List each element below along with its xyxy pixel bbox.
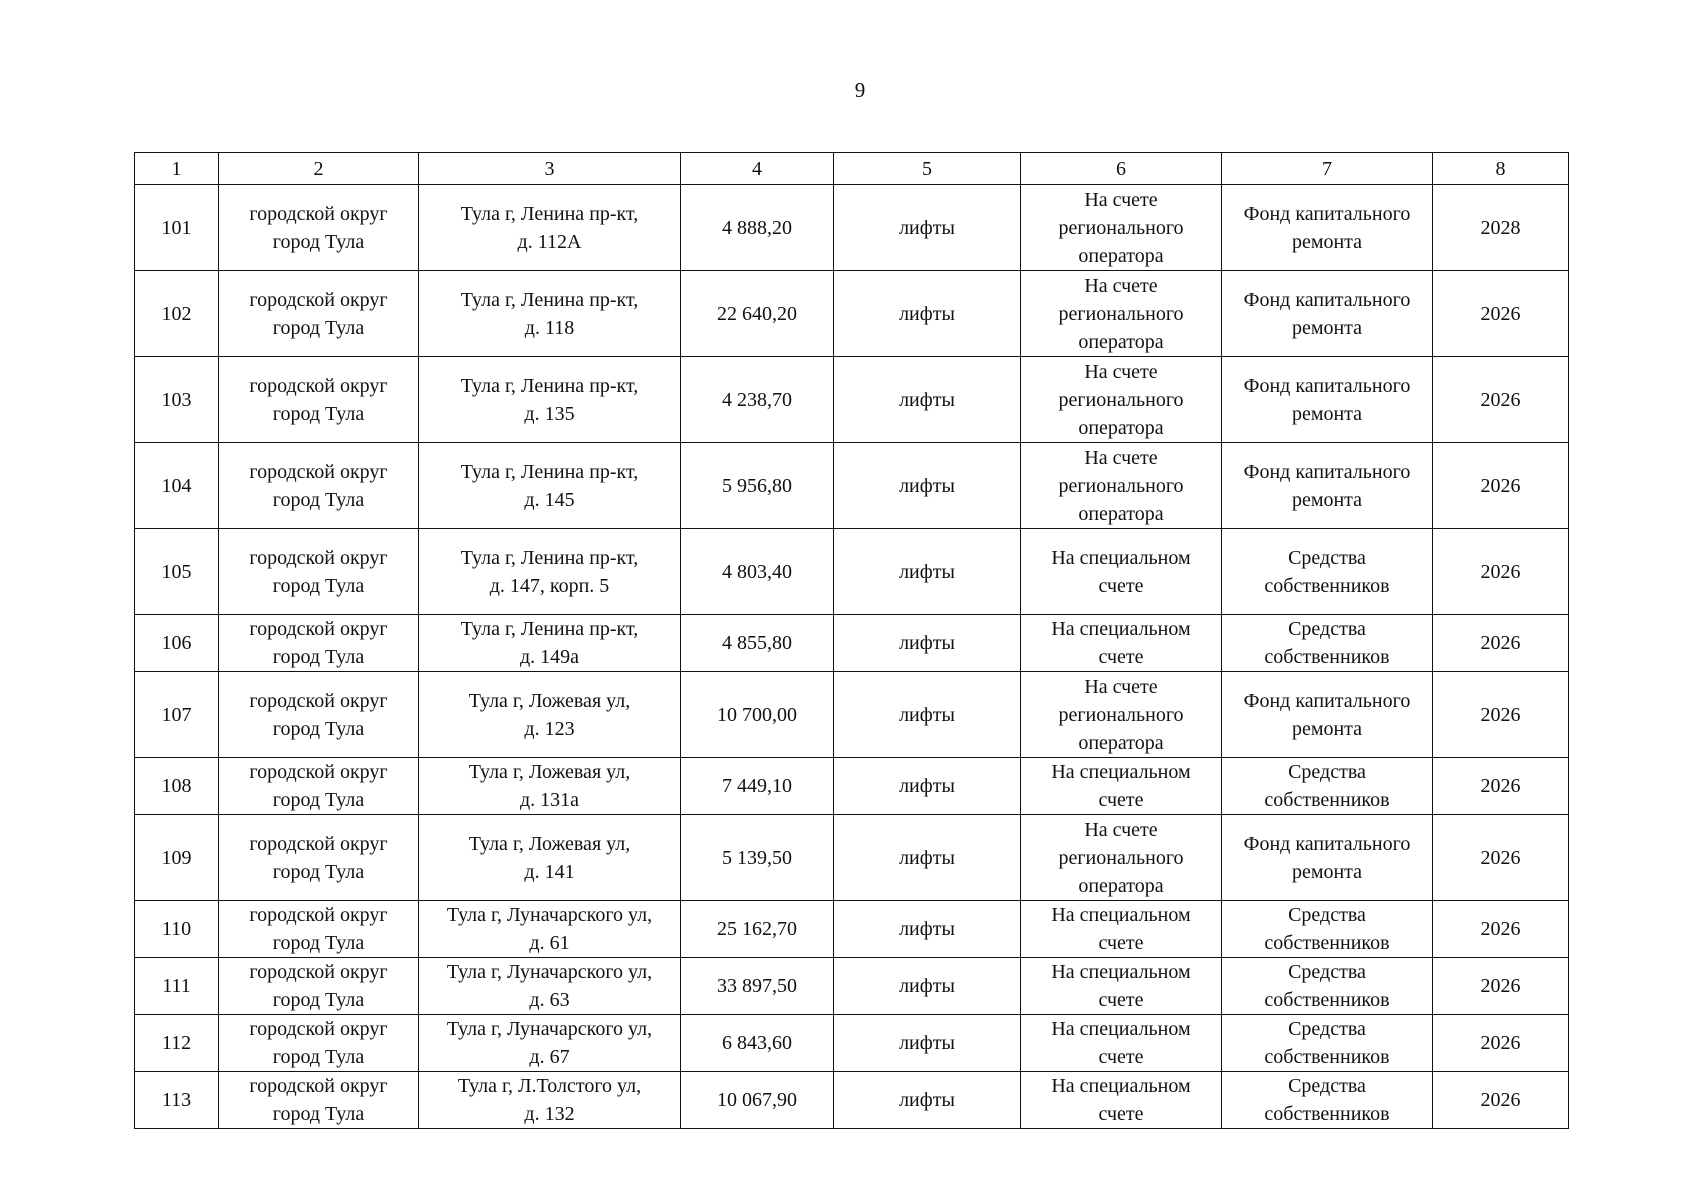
municipality-cell xyxy=(219,1015,419,1072)
cell-line: счете xyxy=(1098,574,1144,597)
cell-line: д. 112А xyxy=(517,230,582,253)
row-number-cell: 107 xyxy=(135,672,219,758)
cell-line: д. 135 xyxy=(524,402,575,425)
address-cell xyxy=(419,1072,681,1129)
cell-line: город Тула xyxy=(272,932,365,954)
work-type-cell: лифты xyxy=(834,1072,1021,1129)
work-type-cell: лифты xyxy=(834,958,1021,1015)
cell-line: собственников xyxy=(1264,1046,1390,1068)
table-row xyxy=(135,901,1569,958)
area-cell: 10 067,90 xyxy=(681,1072,834,1129)
table-row xyxy=(135,615,1569,672)
cell-line: Средства xyxy=(1288,546,1366,569)
cell-line: счете xyxy=(1098,989,1144,1011)
municipality-cell xyxy=(219,958,419,1015)
cell-line: город Тула xyxy=(272,488,365,511)
funding-source-cell xyxy=(1222,185,1433,271)
cell-line: Средства xyxy=(1288,761,1366,783)
work-type-cell: лифты xyxy=(834,815,1021,901)
cell-line: Тула г, Ленина пр-кт, xyxy=(460,546,639,569)
row-number-cell: 104 xyxy=(135,443,219,529)
cell-line: город Тула xyxy=(272,646,365,668)
cell-line: город Тула xyxy=(272,717,365,740)
cell-line: город Тула xyxy=(272,1046,365,1068)
address-cell xyxy=(419,443,681,529)
cell-line: Тула г, Ложевая ул, xyxy=(468,689,631,712)
cell-line: д. 123 xyxy=(524,717,575,740)
address-cell xyxy=(419,672,681,758)
year-cell: 2026 xyxy=(1433,443,1569,529)
column-header: 5 xyxy=(834,153,1021,185)
year-cell: 2026 xyxy=(1433,758,1569,815)
year-cell: 2026 xyxy=(1433,1072,1569,1129)
address-cell xyxy=(419,958,681,1015)
cell-line: На счете xyxy=(1084,188,1158,211)
funding-source-cell xyxy=(1222,615,1433,672)
cell-line: Фонд капитального xyxy=(1243,374,1411,397)
funding-source-cell xyxy=(1222,1015,1433,1072)
municipality-cell xyxy=(219,357,419,443)
cell-line: На специальном xyxy=(1051,1018,1191,1040)
cell-line: На специальном xyxy=(1051,761,1191,783)
cell-line: Тула г, Ложевая ул, xyxy=(468,761,631,783)
account-method-cell xyxy=(1021,529,1222,615)
cell-line: Тула г, Ленина пр-кт, xyxy=(460,288,639,311)
cell-line: собственников xyxy=(1264,1103,1390,1125)
column-header: 1 xyxy=(135,153,219,185)
cell-line: город Тула xyxy=(272,860,365,883)
cell-line: регионального xyxy=(1058,703,1184,726)
cell-line: регионального xyxy=(1058,388,1184,411)
cell-line: оператора xyxy=(1078,330,1164,353)
municipality-cell xyxy=(219,271,419,357)
cell-line: собственников xyxy=(1264,574,1390,597)
area-cell: 7 449,10 xyxy=(681,758,834,815)
cell-line: На специальном xyxy=(1051,618,1191,640)
table-row xyxy=(135,958,1569,1015)
cell-line: город Тула xyxy=(272,1103,365,1125)
year-cell: 2026 xyxy=(1433,615,1569,672)
municipality-cell xyxy=(219,672,419,758)
cell-line: д. 67 xyxy=(529,1046,570,1068)
municipality-cell xyxy=(219,615,419,672)
cell-line: городской округ xyxy=(249,460,388,483)
cell-line: регионального xyxy=(1058,474,1184,497)
address-cell xyxy=(419,758,681,815)
area-cell: 4 238,70 xyxy=(681,357,834,443)
cell-line: ремонта xyxy=(1291,402,1363,425)
cell-line: ремонта xyxy=(1291,860,1363,883)
column-header: 3 xyxy=(419,153,681,185)
address-cell xyxy=(419,271,681,357)
funding-source-cell xyxy=(1222,958,1433,1015)
account-method-cell xyxy=(1021,815,1222,901)
cell-line: Средства xyxy=(1288,904,1366,926)
year-cell: 2026 xyxy=(1433,357,1569,443)
cell-line: д. 132 xyxy=(524,1103,575,1125)
area-cell: 5 956,80 xyxy=(681,443,834,529)
table-row xyxy=(135,185,1569,271)
work-type-cell: лифты xyxy=(834,1015,1021,1072)
municipality-cell xyxy=(219,185,419,271)
row-number-cell: 106 xyxy=(135,615,219,672)
area-cell: 33 897,50 xyxy=(681,958,834,1015)
municipality-cell xyxy=(219,901,419,958)
table-row xyxy=(135,1072,1569,1129)
cell-line: городской округ xyxy=(249,618,388,640)
cell-line: городской округ xyxy=(249,546,388,569)
cell-line: город Тула xyxy=(272,230,365,253)
account-method-cell xyxy=(1021,271,1222,357)
cell-line: счете xyxy=(1098,646,1144,668)
cell-line: Средства xyxy=(1288,1075,1366,1097)
cell-line: город Тула xyxy=(272,574,365,597)
row-number-cell: 108 xyxy=(135,758,219,815)
year-cell: 2026 xyxy=(1433,529,1569,615)
area-cell: 4 855,80 xyxy=(681,615,834,672)
cell-line: Тула г, Ленина пр-кт, xyxy=(460,202,639,225)
municipality-cell xyxy=(219,443,419,529)
cell-line: городской округ xyxy=(249,904,388,926)
address-cell xyxy=(419,357,681,443)
address-cell xyxy=(419,185,681,271)
funding-source-cell xyxy=(1222,1072,1433,1129)
cell-line: городской округ xyxy=(249,689,388,712)
work-type-cell: лифты xyxy=(834,443,1021,529)
area-cell: 10 700,00 xyxy=(681,672,834,758)
cell-line: ремонта xyxy=(1291,717,1363,740)
row-number-cell: 102 xyxy=(135,271,219,357)
cell-line: счете xyxy=(1098,789,1144,811)
row-number-cell: 112 xyxy=(135,1015,219,1072)
cell-line: городской округ xyxy=(249,832,388,855)
cell-line: оператора xyxy=(1078,731,1164,754)
table-row xyxy=(135,529,1569,615)
cell-line: городской округ xyxy=(249,961,388,983)
cell-line: Тула г, Ложевая ул, xyxy=(468,832,631,855)
area-cell: 6 843,60 xyxy=(681,1015,834,1072)
address-cell xyxy=(419,615,681,672)
funding-source-cell xyxy=(1222,357,1433,443)
table-row xyxy=(135,443,1569,529)
cell-line: д. 147, корп. 5 xyxy=(489,574,610,597)
funding-source-cell xyxy=(1222,672,1433,758)
cell-line: ремонта xyxy=(1291,230,1363,253)
address-cell xyxy=(419,529,681,615)
column-header: 8 xyxy=(1433,153,1569,185)
cell-line: Средства xyxy=(1288,618,1366,640)
cell-line: собственников xyxy=(1264,932,1390,954)
account-method-cell xyxy=(1021,958,1222,1015)
year-cell: 2026 xyxy=(1433,1015,1569,1072)
year-cell: 2026 xyxy=(1433,815,1569,901)
municipality-cell xyxy=(219,758,419,815)
cell-line: город Тула xyxy=(272,989,365,1011)
row-number-cell: 109 xyxy=(135,815,219,901)
cell-line: На специальном xyxy=(1051,1075,1191,1097)
cell-line: собственников xyxy=(1264,646,1390,668)
table-row xyxy=(135,357,1569,443)
municipality-cell xyxy=(219,1072,419,1129)
work-type-cell: лифты xyxy=(834,271,1021,357)
area-cell: 4 803,40 xyxy=(681,529,834,615)
work-type-cell: лифты xyxy=(834,529,1021,615)
table-row xyxy=(135,1015,1569,1072)
cell-line: На счете xyxy=(1084,360,1158,383)
cell-line: городской округ xyxy=(249,374,388,397)
address-cell xyxy=(419,1015,681,1072)
cell-line: д. 118 xyxy=(524,316,575,339)
cell-line: Тула г, Ленина пр-кт, xyxy=(460,618,639,640)
cell-line: городской округ xyxy=(249,202,388,225)
cell-line: ремонта xyxy=(1291,488,1363,511)
cell-line: Тула г, Луначарского ул, xyxy=(446,904,653,926)
cell-line: Фонд капитального xyxy=(1243,288,1411,311)
account-method-cell xyxy=(1021,443,1222,529)
municipality-cell xyxy=(219,815,419,901)
cell-line: городской округ xyxy=(249,1075,388,1097)
work-type-cell: лифты xyxy=(834,672,1021,758)
row-number-cell: 110 xyxy=(135,901,219,958)
year-cell: 2026 xyxy=(1433,271,1569,357)
cell-line: оператора xyxy=(1078,502,1164,525)
year-cell: 2026 xyxy=(1433,901,1569,958)
cell-line: Тула г, Ленина пр-кт, xyxy=(460,374,639,397)
funding-source-cell xyxy=(1222,758,1433,815)
cell-line: Фонд капитального xyxy=(1243,832,1411,855)
work-type-cell: лифты xyxy=(834,615,1021,672)
area-cell: 25 162,70 xyxy=(681,901,834,958)
cell-line: Тула г, Луначарского ул, xyxy=(446,961,653,983)
cell-line: городской округ xyxy=(249,288,388,311)
area-cell: 5 139,50 xyxy=(681,815,834,901)
funding-source-cell xyxy=(1222,443,1433,529)
table-row xyxy=(135,758,1569,815)
funding-source-cell xyxy=(1222,901,1433,958)
address-cell xyxy=(419,901,681,958)
cell-line: На специальном xyxy=(1051,546,1191,569)
table-row xyxy=(135,271,1569,357)
cell-line: д. 61 xyxy=(529,932,570,954)
account-method-cell xyxy=(1021,185,1222,271)
row-number-cell: 101 xyxy=(135,185,219,271)
account-method-cell xyxy=(1021,758,1222,815)
row-number-cell: 113 xyxy=(135,1072,219,1129)
work-type-cell: лифты xyxy=(834,185,1021,271)
cell-line: Фонд капитального xyxy=(1243,689,1411,712)
cell-line: собственников xyxy=(1264,789,1390,811)
cell-line: счете xyxy=(1098,1046,1144,1068)
cell-line: оператора xyxy=(1078,874,1164,897)
cell-line: городской округ xyxy=(249,761,388,783)
capital-repair-table xyxy=(134,152,1569,1129)
address-cell xyxy=(419,815,681,901)
cell-line: На счете xyxy=(1084,274,1158,297)
cell-line: На счете xyxy=(1084,675,1158,698)
year-cell: 2026 xyxy=(1433,958,1569,1015)
year-cell: 2028 xyxy=(1433,185,1569,271)
funding-source-cell xyxy=(1222,529,1433,615)
account-method-cell xyxy=(1021,1072,1222,1129)
area-cell: 22 640,20 xyxy=(681,271,834,357)
cell-line: На счете xyxy=(1084,818,1158,841)
cell-line: регионального xyxy=(1058,846,1184,869)
cell-line: д. 131а xyxy=(519,789,580,811)
cell-line: д. 149а xyxy=(519,646,580,668)
municipality-cell xyxy=(219,529,419,615)
page-number: 9 xyxy=(854,78,866,102)
cell-line: ремонта xyxy=(1291,316,1363,339)
cell-line: собственников xyxy=(1264,989,1390,1011)
row-number-cell: 111 xyxy=(135,958,219,1015)
funding-source-cell xyxy=(1222,271,1433,357)
cell-line: счете xyxy=(1098,932,1144,954)
work-type-cell: лифты xyxy=(834,901,1021,958)
cell-line: Тула г, Ленина пр-кт, xyxy=(460,460,639,483)
column-header: 2 xyxy=(219,153,419,185)
account-method-cell xyxy=(1021,672,1222,758)
cell-line: город Тула xyxy=(272,316,365,339)
cell-line: Тула г, Луначарского ул, xyxy=(446,1018,653,1040)
work-type-cell: лифты xyxy=(834,357,1021,443)
cell-line: город Тула xyxy=(272,789,365,811)
work-type-cell: лифты xyxy=(834,758,1021,815)
cell-line: На специальном xyxy=(1051,961,1191,983)
cell-line: Средства xyxy=(1288,961,1366,983)
table-row xyxy=(135,815,1569,901)
column-header: 4 xyxy=(681,153,834,185)
account-method-cell xyxy=(1021,901,1222,958)
column-header: 6 xyxy=(1021,153,1222,185)
cell-line: д. 141 xyxy=(524,860,575,883)
cell-line: Фонд капитального xyxy=(1243,202,1411,225)
table-row xyxy=(135,672,1569,758)
cell-line: Фонд капитального xyxy=(1243,460,1411,483)
row-number-cell: 105 xyxy=(135,529,219,615)
cell-line: Тула г, Л.Толстого ул, xyxy=(457,1075,642,1097)
cell-line: регионального xyxy=(1058,216,1184,239)
cell-line: счете xyxy=(1098,1103,1144,1125)
cell-line: регионального xyxy=(1058,302,1184,325)
account-method-cell xyxy=(1021,357,1222,443)
area-cell: 4 888,20 xyxy=(681,185,834,271)
column-header: 7 xyxy=(1222,153,1433,185)
cell-line: На счете xyxy=(1084,446,1158,469)
header-row xyxy=(135,153,1569,185)
account-method-cell xyxy=(1021,615,1222,672)
cell-line: д. 63 xyxy=(529,989,570,1011)
cell-line: На специальном xyxy=(1051,904,1191,926)
row-number-cell: 103 xyxy=(135,357,219,443)
cell-line: город Тула xyxy=(272,402,365,425)
year-cell: 2026 xyxy=(1433,672,1569,758)
cell-line: городской округ xyxy=(249,1018,388,1040)
cell-line: оператора xyxy=(1078,244,1164,267)
table-body xyxy=(135,185,1569,1129)
funding-source-cell xyxy=(1222,815,1433,901)
cell-line: Средства xyxy=(1288,1018,1366,1040)
account-method-cell xyxy=(1021,1015,1222,1072)
cell-line: оператора xyxy=(1078,416,1164,439)
cell-line: д. 145 xyxy=(524,488,575,511)
